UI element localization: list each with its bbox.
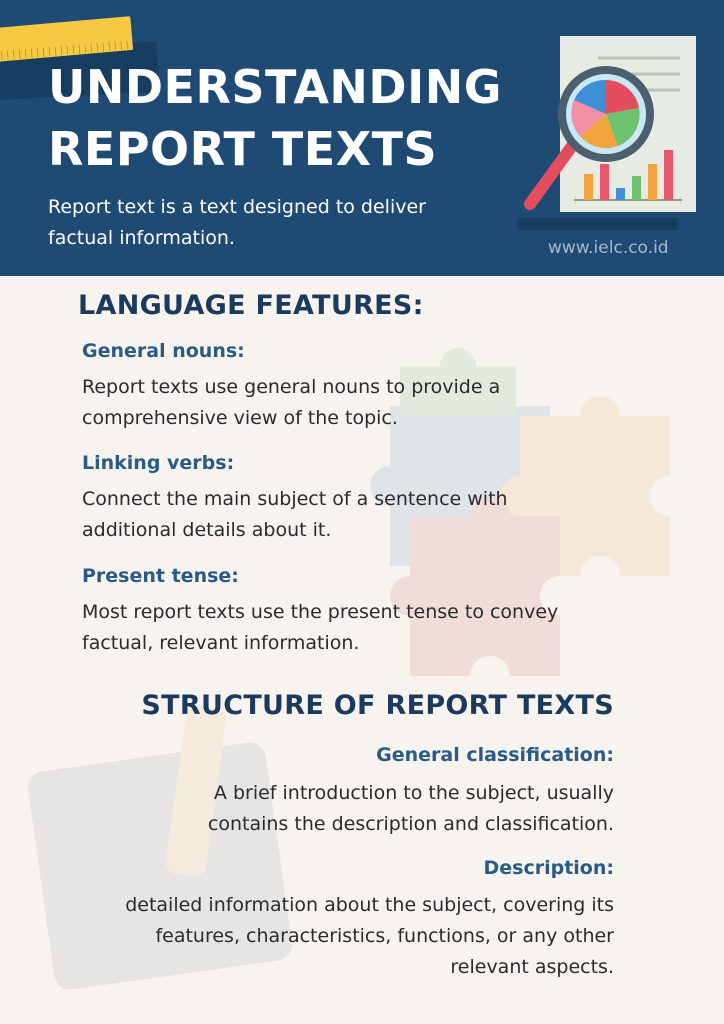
- magnifier-chart-icon: [510, 28, 710, 238]
- feature-label-present-tense: Present tense:: [82, 565, 239, 587]
- structure-text-general-classification: A brief introduction to the subject, usually contains the description and classification.: [207, 782, 614, 835]
- structure-text-description: detailed information about the subject, covering its features, characteristics, functions, or any other relevant aspects.: [125, 894, 614, 978]
- feature-text-present-tense: Most report texts use the present tense to convey factual, relevant information.: [82, 601, 559, 654]
- structure-heading: STRUCTURE OF REPORT TEXTS: [141, 690, 614, 721]
- feature-text-linking-verbs: Connect the main subject of a sentence with additional details about it.: [82, 488, 508, 541]
- title-line-1: UNDERSTANDING: [48, 60, 502, 114]
- language-features-heading: LANGUAGE FEATURES:: [78, 290, 424, 321]
- feature-label-general-nouns: General nouns:: [82, 340, 245, 362]
- title-line-2: REPORT TEXTS: [48, 122, 438, 176]
- structure-label-description: Description:: [483, 857, 614, 879]
- page-title: [48, 56, 502, 180]
- feature-label-linking-verbs: Linking verbs:: [82, 452, 235, 474]
- feature-text-general-nouns: Report texts use general nouns to provide a comprehensive view of the topic.: [82, 376, 501, 429]
- subtitle: Report text is a text designed to deliver factual information.: [48, 196, 426, 249]
- website-url: www.ielc.co.id: [548, 238, 669, 258]
- structure-label-general-classification: General classification:: [376, 744, 614, 766]
- header-banner: [0, 0, 724, 276]
